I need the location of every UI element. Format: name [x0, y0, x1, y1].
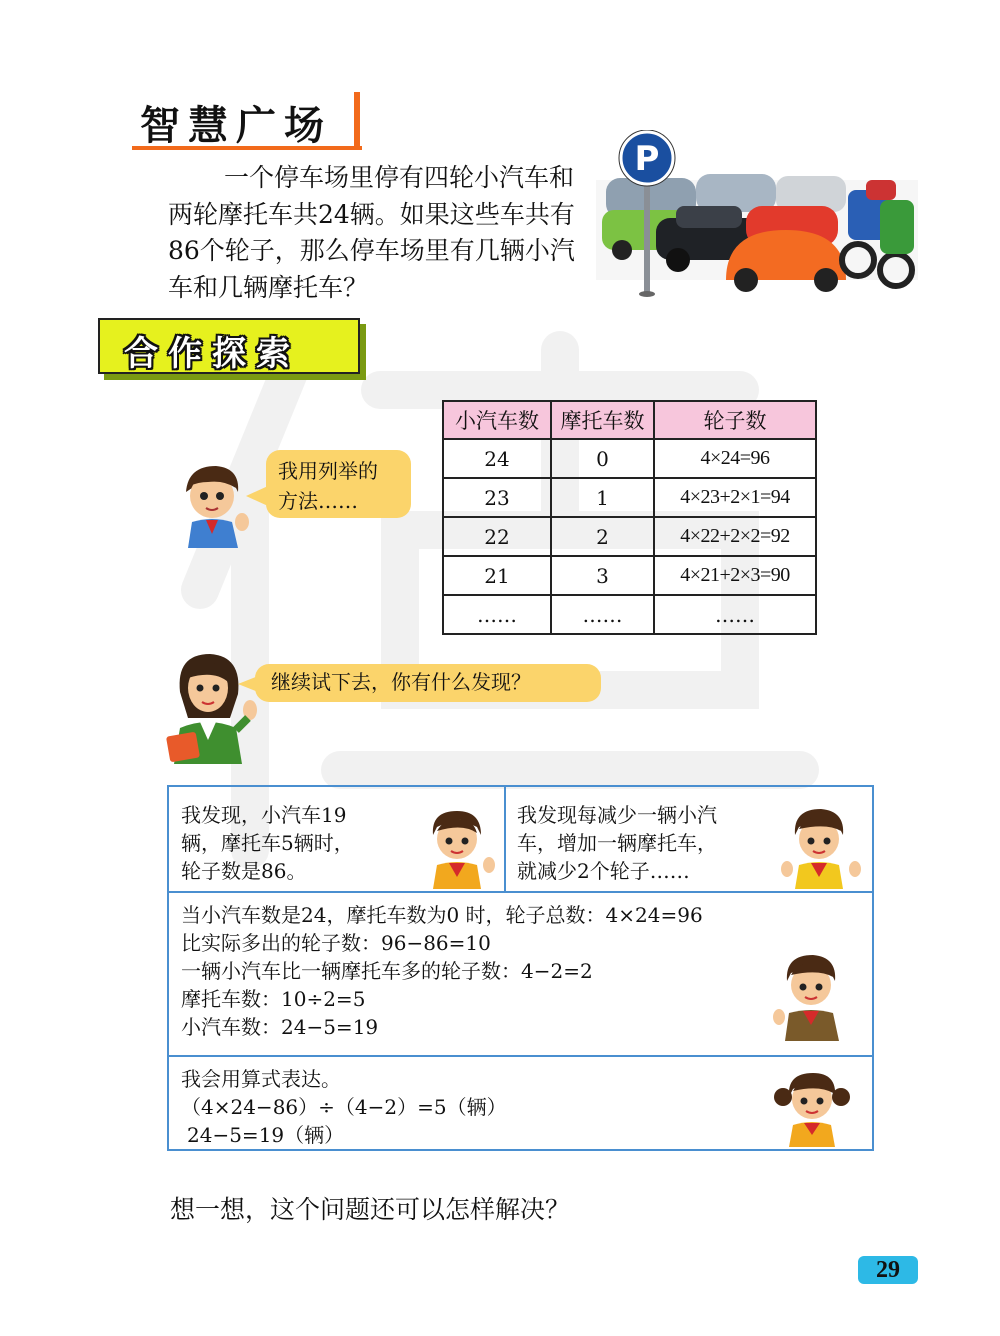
text-line: 小汽车数：24−5=19 — [181, 1015, 379, 1039]
cell-wheels: 4×22+2×2=92 — [654, 517, 816, 556]
table-row — [443, 556, 816, 595]
bubble-line: 我用列举的 — [278, 459, 378, 483]
parking-lot-illustration — [596, 130, 918, 298]
table-row — [443, 517, 816, 556]
discovery-left-text — [181, 801, 354, 885]
problem-text: 一个停车场里停有四轮小汽车和两轮摩托车共24辆。如果这些车共有86个轮子，那么停车场里有几辆小汽车和几辆摩托车？ — [168, 163, 575, 302]
text-line: 当小汽车数是24，摩托车数为0 时，轮子总数：4×24=96 — [181, 903, 703, 927]
text-line: 辆，摩托车5辆时， — [181, 831, 354, 855]
boy-waving-avatar — [781, 805, 861, 889]
text-line: 车，增加一辆摩托车， — [517, 831, 717, 855]
enumeration-table — [442, 400, 817, 635]
discovery-middle-text — [181, 901, 703, 1041]
cell-wheels: 4×21+2×3=90 — [654, 556, 816, 595]
cell-motorcycles: 3 — [551, 556, 654, 595]
section-title-text: 智慧广场 — [140, 103, 332, 149]
teacher-avatar — [166, 648, 260, 764]
cell-cars: 22 — [443, 517, 551, 556]
boy-thinking-avatar — [773, 951, 853, 1041]
header-cars: 小汽车数 — [443, 401, 551, 439]
table-row — [443, 478, 816, 517]
cell-motorcycles: 2 — [551, 517, 654, 556]
parking-sign-letter: P — [634, 139, 660, 179]
girl-pointing-avatar — [419, 805, 499, 889]
cell-wheels: 4×23+2×1=94 — [654, 478, 816, 517]
cell-motorcycles: 1 — [551, 478, 654, 517]
section-title-text: 合作探索 — [124, 334, 300, 374]
discovery-box — [167, 785, 874, 1151]
text-line: 摩托车数：10÷2=5 — [181, 987, 366, 1011]
page-number: 29 — [858, 1256, 918, 1284]
text-line: 一辆小汽车比一辆摩托车多的轮子数：4−2=2 — [181, 959, 593, 983]
text-line: 我会用算式表达。 — [181, 1067, 341, 1091]
text-line: 我发现，小汽车19 — [181, 803, 347, 827]
girl-pigtails-avatar — [773, 1067, 853, 1147]
table-row — [443, 595, 816, 634]
cell-cars: 21 — [443, 556, 551, 595]
cell-cars: 24 — [443, 439, 551, 478]
cell-motorcycles: 0 — [551, 439, 654, 478]
cell-wheels: 4×24=96 — [654, 439, 816, 478]
bubble-line: 方法…… — [278, 489, 358, 513]
think-question: 想一想，这个问题还可以怎样解决？ — [170, 1195, 571, 1224]
cell-cars: 23 — [443, 478, 551, 517]
section-title-zhihui — [132, 92, 362, 152]
text-line: 就减少2个轮子…… — [517, 859, 690, 883]
table-header-row — [443, 401, 816, 439]
speech-bubble-continue: 继续试下去，你有什么发现？ — [255, 664, 601, 702]
cell-wheels: …… — [654, 595, 816, 634]
boy-avatar — [178, 462, 250, 548]
section-title-hezuo — [98, 318, 370, 382]
text-line: 我发现每减少一辆小汽 — [517, 803, 717, 827]
text-line: 比实际多出的轮子数：96−86=10 — [181, 931, 491, 955]
header-motorcycles: 摩托车数 — [551, 401, 654, 439]
cell-cars: …… — [443, 595, 551, 634]
text-line: （4×24−86）÷（4−2）=5（辆） — [181, 1095, 507, 1119]
text-line: 轮子数是86。 — [181, 859, 307, 883]
discovery-right-text — [517, 801, 717, 885]
cell-motorcycles: …… — [551, 595, 654, 634]
header-wheels: 轮子数 — [654, 401, 816, 439]
table-row — [443, 439, 816, 478]
discovery-bottom-text — [181, 1065, 507, 1149]
speech-bubble-enumerate — [266, 450, 411, 518]
text-line: 24−5=19（辆） — [187, 1123, 345, 1147]
